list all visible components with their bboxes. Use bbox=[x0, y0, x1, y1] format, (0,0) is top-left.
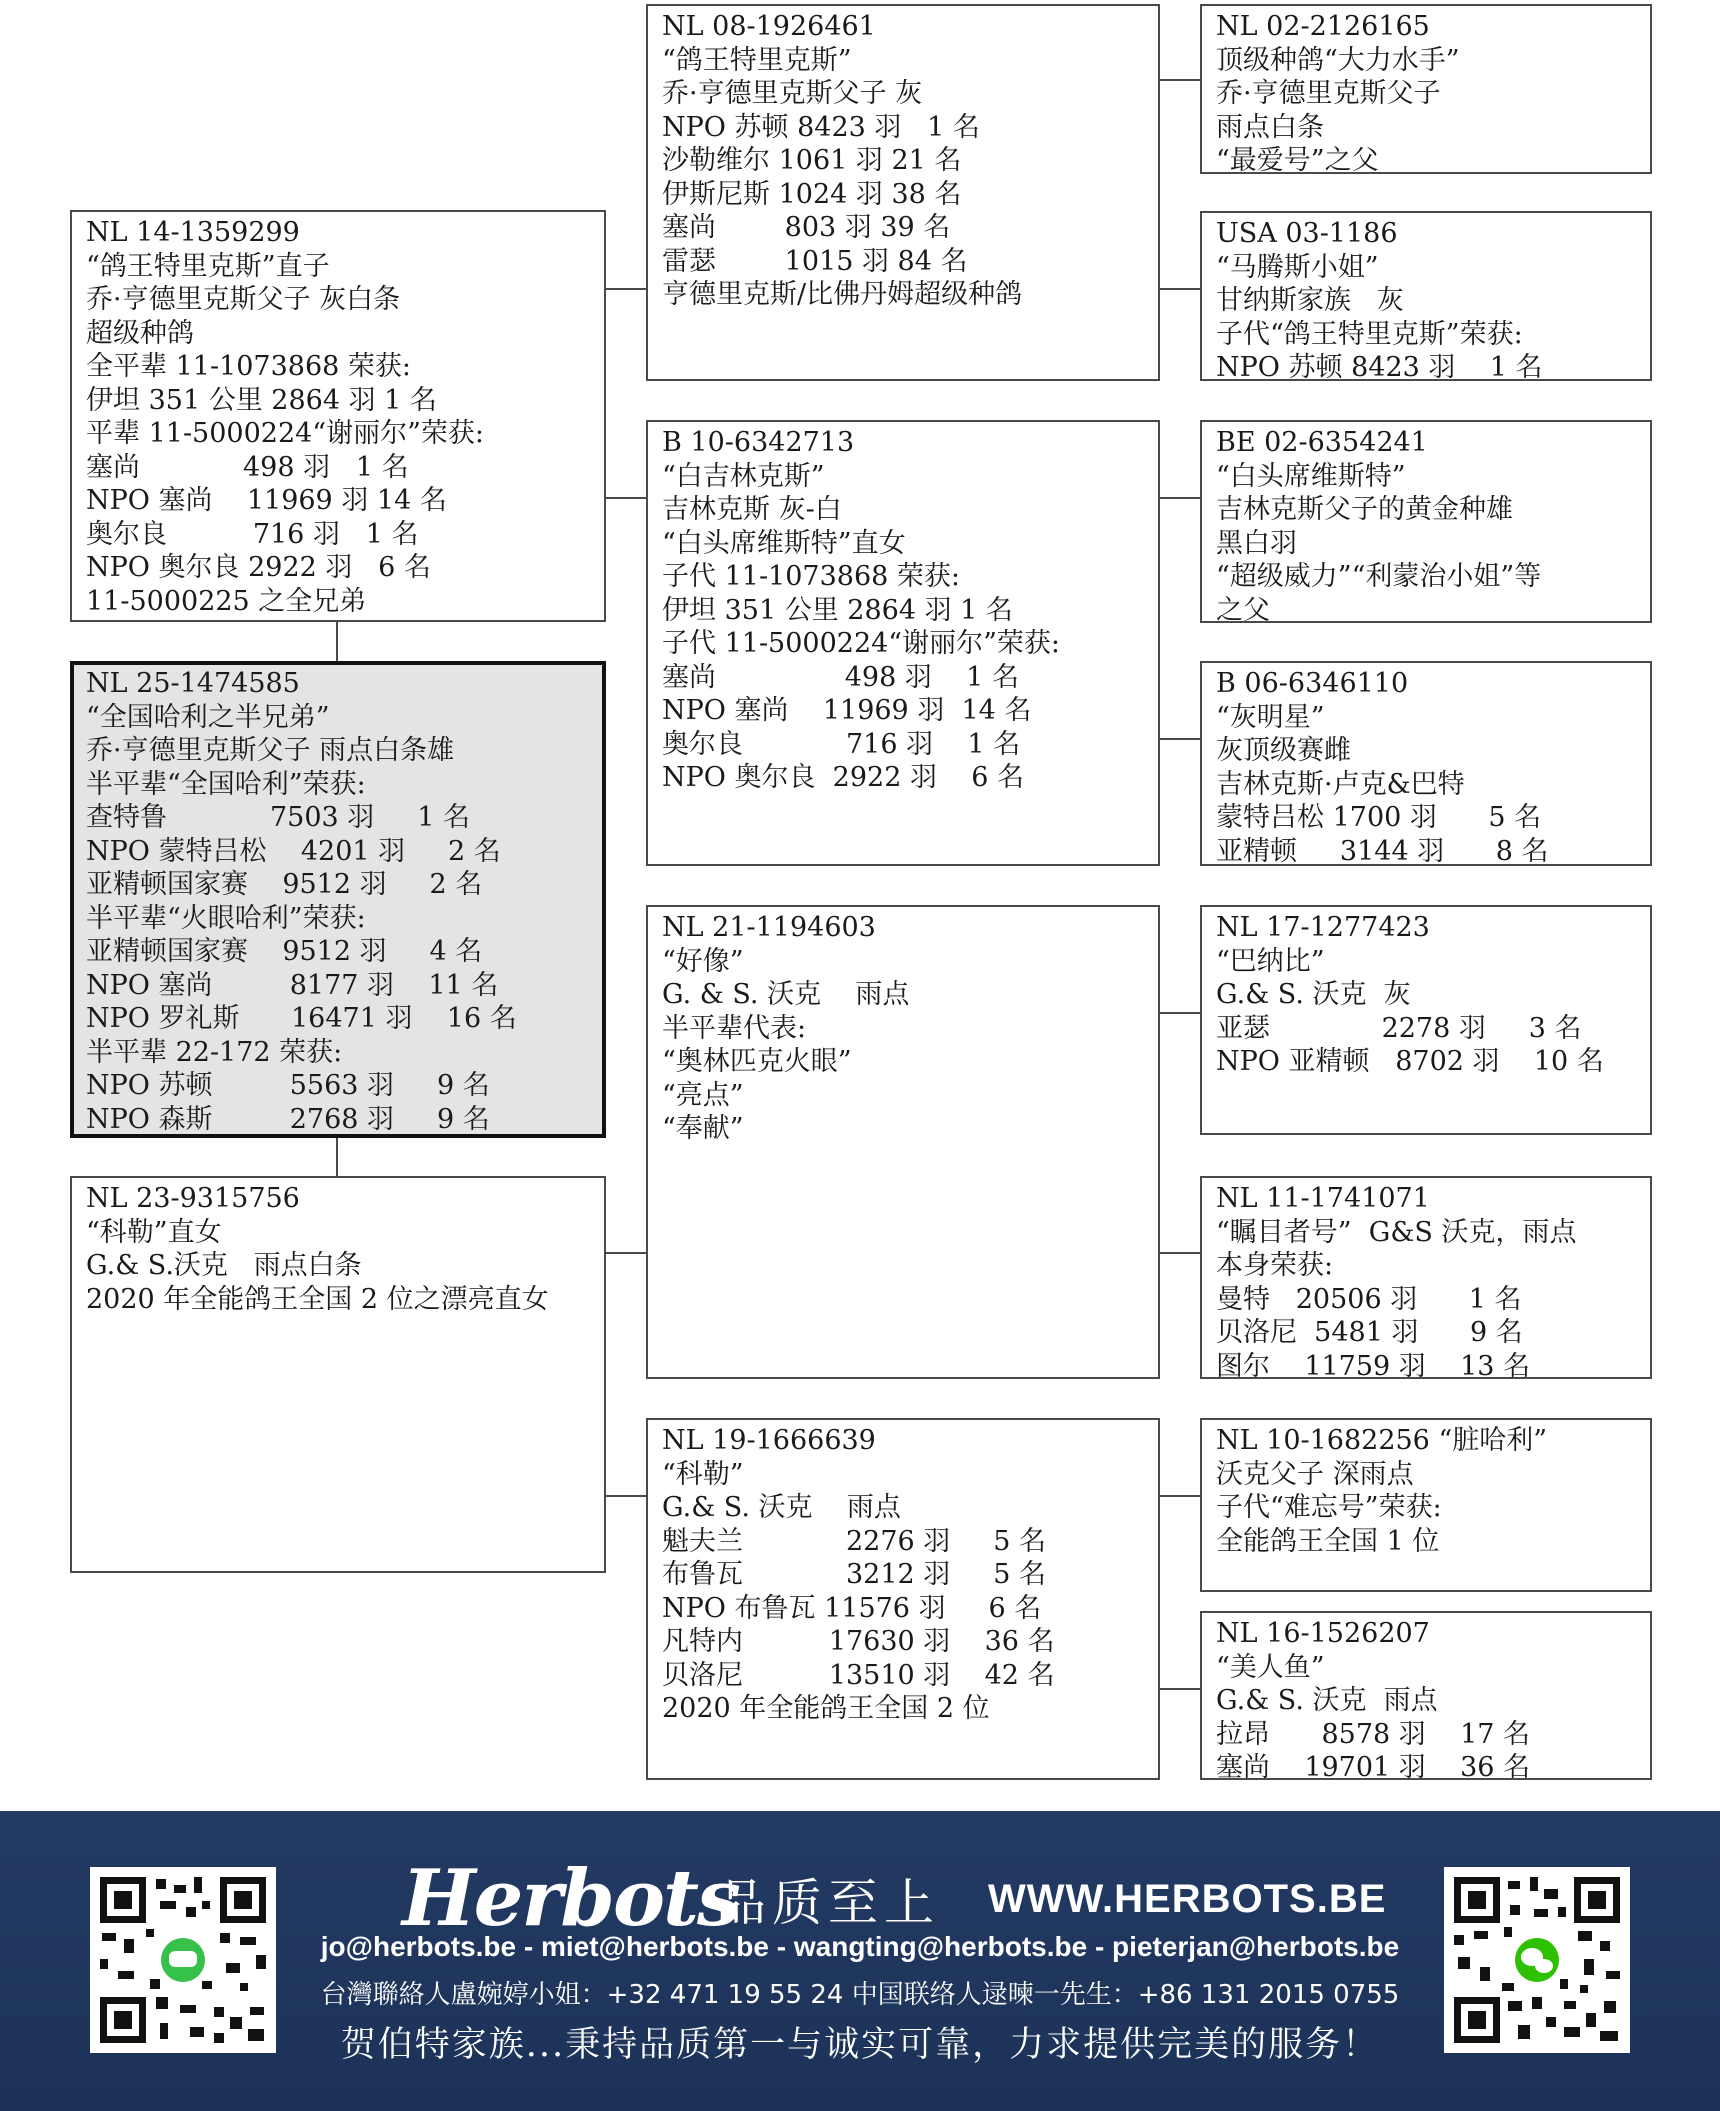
connector bbox=[605, 288, 647, 290]
website-link[interactable]: WWW.HERBOTS.BE bbox=[988, 1877, 1387, 1921]
ggp3-box: BE 02-6354241 “白头席维斯特” 吉林克斯父子的黄金种雄 黑白羽 “超级威力”“利蒙治小姐”等 之父 bbox=[1200, 420, 1652, 623]
connector bbox=[336, 622, 338, 662]
sire-dam-box: B 10-6342713 “白吉林克斯” 吉林克斯 灰-白 “白头席维斯特”直女 子代 11-1073868 荣获: 伊坦 351 公里 2864 羽 1 名 子代 11-5000224“谢丽尔”荣获: 塞尚 498 羽 1 名 NPO 塞尚 11969 羽 14 名 奥尔良 716 羽 1 名 NPO 奥尔良 2922 羽 6 名 bbox=[646, 420, 1160, 866]
ring-number: NL 25-1474585 bbox=[86, 668, 300, 699]
ggp5-box: NL 17-1277423 “巴纳比” G.& S. 沃克 灰 亚瑟 2278 羽 3 名 NPO 亚精顿 8702 羽 10 名 bbox=[1200, 905, 1652, 1135]
ring-number: BE 02-6354241 bbox=[1216, 427, 1428, 458]
dam-box: NL 23-9315756 “科勒”直女 G.& S.沃克 雨点白条 2020 年全能鸽王全国 2 位之漂亮直女 bbox=[70, 1176, 606, 1573]
connector bbox=[1159, 738, 1201, 740]
slogan: 品质至上 bbox=[716, 1874, 940, 1932]
bird-name: “灰明星” bbox=[1216, 701, 1325, 733]
bird-name: “美人鱼” bbox=[1216, 1651, 1325, 1683]
connector bbox=[1159, 1012, 1201, 1014]
bird-name: “好像” bbox=[662, 945, 744, 977]
connector bbox=[1159, 288, 1201, 290]
ring-number: NL 02-2126165 bbox=[1216, 11, 1430, 42]
ring-number: NL 14-1359299 bbox=[86, 217, 300, 248]
connector bbox=[1159, 1688, 1201, 1690]
bird-name: 顶级种鸽“大力水手” bbox=[1216, 44, 1460, 76]
bird-name: “鸽王特里克斯”直子 bbox=[86, 250, 330, 282]
connector bbox=[605, 497, 647, 499]
connector bbox=[1159, 497, 1201, 499]
herbots-logo: Herbots bbox=[402, 1853, 739, 1944]
subject-box: NL 25-1474585 “全国哈利之半兄弟” 乔·亨德里克斯父子 雨点白条雄 半平辈“全国哈利”荣获: 查特鲁 7503 羽 1 名 NPO 蒙特吕松 4201 羽 2 名 亚精顿国家赛 9512 羽 2 名 半平辈“火眼哈利”荣获: 亚精顿国家赛 9512 羽 4 名 NPO 塞尚 8177 羽 11 名 NPO 罗礼斯 16471 羽 16 名 半平辈 22-172 荣获: NPO 苏顿 5563 羽 9 名 NPO 森斯 2768 羽 9 名 bbox=[70, 661, 606, 1138]
ggp7-box: NL 10-1682256 “脏哈利” 沃克父子 深雨点 子代“难忘号”荣获: 全能鸽王全国 1 位 bbox=[1200, 1418, 1652, 1592]
wechat-qr-code[interactable] bbox=[1444, 1867, 1630, 2053]
ring-number: USA 03-1186 bbox=[1216, 218, 1398, 249]
bird-name: “科勒”直女 bbox=[86, 1216, 222, 1248]
connector bbox=[1159, 1495, 1201, 1497]
ring-number: NL 08-1926461 bbox=[662, 11, 876, 42]
motto: 贺伯特家族...秉持品质第一与诚实可靠，力求提供完美的服务！ bbox=[340, 2025, 1380, 2065]
bird-name: “鸽王特里克斯” bbox=[662, 44, 852, 76]
footer-banner bbox=[0, 1811, 1720, 2111]
bird-name: “白头席维斯特” bbox=[1216, 460, 1406, 492]
connector bbox=[605, 1495, 647, 1497]
contact-info: 台灣聯絡人盧婉婷小姐：+32 471 19 55 24 中国联络人逯暕一先生：+86 131 2015 0755 bbox=[320, 1980, 1400, 2010]
connector bbox=[1159, 79, 1201, 81]
bird-name: “瞩目者号” G&S 沃克，雨点 bbox=[1216, 1216, 1577, 1248]
ggp2-box: USA 03-1186 “马腾斯小姐” 甘纳斯家族 灰 子代“鸽王特里克斯”荣获: NPO 苏顿 8423 羽 1 名 bbox=[1200, 211, 1652, 381]
ggp6-box: NL 11-1741071 “瞩目者号” G&S 沃克，雨点 本身荣获: 曼特 20506 羽 1 名 贝洛尼 5481 羽 9 名 图尔 11759 羽 13 名 bbox=[1200, 1176, 1652, 1379]
ggp1-box: NL 02-2126165 顶级种鸽“大力水手” 乔·亨德里克斯父子 雨点白条 “最爱号”之父 bbox=[1200, 4, 1652, 174]
ggp4-box: B 06-6346110 “灰明星” 灰顶级赛雌 吉林克斯·卢克&巴特 蒙特吕松 1700 羽 5 名 亚精顿 3144 羽 8 名 bbox=[1200, 661, 1652, 866]
bird-name: “白吉林克斯” bbox=[662, 460, 825, 492]
sire-sire-box: NL 08-1926461 “鸽王特里克斯” 乔·亨德里克斯父子 灰 NPO 苏顿 8423 羽 1 名 沙勒维尔 1061 羽 21 名 伊斯尼斯 1024 羽 38 名 塞尚 803 羽 39 名 雷瑟 1015 羽 84 名 亨德里克斯/比佛丹姆超级种鸽 bbox=[646, 4, 1160, 381]
dam-dam-box: NL 19-1666639 “科勒” G.& S. 沃克 雨点 魁夫兰 2276 羽 5 名 布鲁瓦 3212 羽 5 名 NPO 布鲁瓦 11576 羽 6 名 凡特内 17630 羽 36 名 贝洛尼 13510 羽 42 名 2020 年全能鸽王全国 2 位 bbox=[646, 1418, 1160, 1780]
ring-number: B 06-6346110 bbox=[1216, 668, 1409, 699]
connector bbox=[1159, 1252, 1201, 1254]
bird-name: “巴纳比” bbox=[1216, 945, 1325, 977]
ring-number: NL 23-9315756 bbox=[86, 1183, 300, 1214]
ring-number: B 10-6342713 bbox=[662, 427, 855, 458]
ring-number: NL 10-1682256 “脏哈利” bbox=[1216, 1425, 1548, 1456]
ring-number: NL 21-1194603 bbox=[662, 912, 876, 943]
ggp8-box: NL 16-1526207 “美人鱼” G.& S. 沃克 雨点 拉昂 8578 羽 17 名 塞尚 19701 羽 36 名 bbox=[1200, 1611, 1652, 1780]
ring-number: NL 19-1666639 bbox=[662, 1425, 876, 1456]
ring-number: NL 11-1741071 bbox=[1216, 1183, 1430, 1214]
bird-name: “科勒” bbox=[662, 1458, 744, 1490]
dam-sire-box: NL 21-1194603 “好像” G. & S. 沃克 雨点 半平辈代表: “奥林匹克火眼” “亮点” “奉献” bbox=[646, 905, 1160, 1379]
connector bbox=[605, 1252, 647, 1254]
ring-number: NL 16-1526207 bbox=[1216, 1618, 1430, 1649]
email-list[interactable]: jo@herbots.be - miet@herbots.be - wangting@herbots.be - pieterjan@herbots.be bbox=[320, 1931, 1400, 1962]
sire-box: NL 14-1359299 “鸽王特里克斯”直子 乔·亨德里克斯父子 灰白条 超级种鸽 全平辈 11-1073868 荣获: 伊坦 351 公里 2864 羽 1 名 平辈 11-5000224“谢丽尔”荣获: 塞尚 498 羽 1 名 NPO 塞尚 11969 羽 14 名 奥尔良 716 羽 1 名 NPO 奥尔良 2922 羽 6 名 11-5000225 之全兄弟 bbox=[70, 210, 606, 622]
connector bbox=[336, 1137, 338, 1177]
ring-number: NL 17-1277423 bbox=[1216, 912, 1430, 943]
bird-name: “全国哈利之半兄弟” bbox=[86, 701, 330, 733]
bird-name: “马腾斯小姐” bbox=[1216, 251, 1379, 283]
